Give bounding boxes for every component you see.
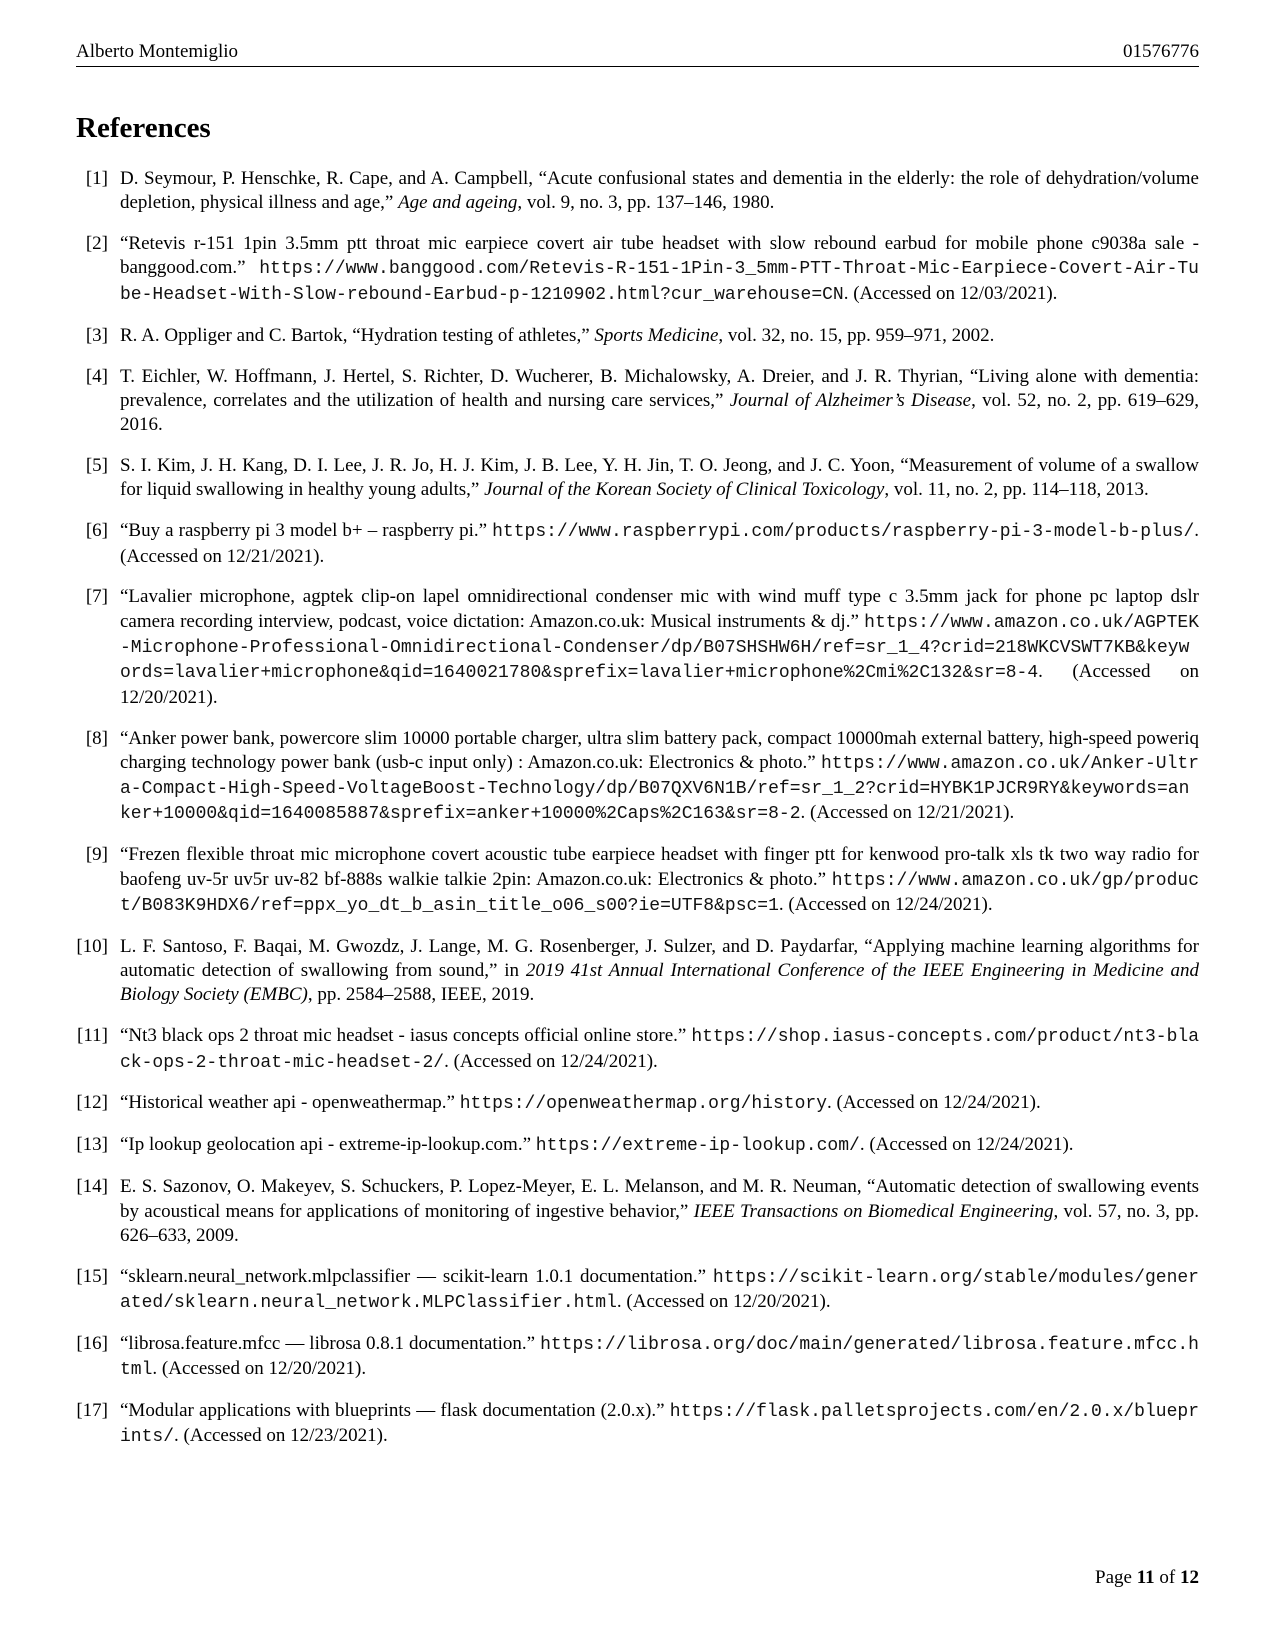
reference-item-16 bbox=[76, 1332, 1199, 1383]
reference-number: [5] bbox=[85, 455, 108, 477]
reference-number: [12] bbox=[76, 1092, 108, 1114]
reference-text: “Anker power bank, powercore slim 10000 portable charger, ultra slim battery pack, compact 10000mah external battery, high-speed poweriq charging technology power bank (usb-c input only) : Amazon.co.uk: Electronics & photo.” bbox=[120, 727, 1199, 773]
reference-text: “Ip lookup geolocation api - extreme-ip-lookup.com.” bbox=[120, 1134, 536, 1156]
reference-number: [2] bbox=[85, 233, 108, 255]
reference-text: D. Seymour, P. Henschke, R. Cape, and A. Campbell, “Acute confusional states and dementia in the elderly: the role of dehydration/volume depletion, physical illness and age,” bbox=[120, 168, 1199, 214]
footer-page-word: Page bbox=[1095, 1567, 1132, 1588]
section-title: References bbox=[76, 112, 211, 144]
reference-number: [1] bbox=[85, 168, 108, 189]
reference-details: , vol. 32, no. 15, pp. 959–971, 2002. bbox=[718, 324, 995, 346]
reference-item-17 bbox=[76, 1399, 1199, 1450]
reference-item-10 bbox=[76, 935, 1199, 1008]
reference-accessed: . (Accessed on 12/03/2021). bbox=[843, 282, 1058, 304]
reference-number: [8] bbox=[85, 727, 108, 749]
reference-url-link[interactable]: https://www.raspberrypi.com/products/raspberry-pi-3-model-b-plus/ bbox=[492, 522, 1195, 543]
header-student-id: 01576776 bbox=[1123, 41, 1199, 62]
reference-url-link[interactable]: https://www.amazon.co.uk/Anker-Ultra-Compact-High-Speed-VoltageBoost-Technology/dp/B07QXV6N1B/ref=sr_1_2?crid=HYBK1PJCR9RY&keywords=anker+10000&qid=1640085887&sprefix=anker+10000%2Caps%2C163&sr=8-2 bbox=[120, 753, 1199, 825]
reference-url-link[interactable]: https://openweathermap.org/history bbox=[459, 1094, 827, 1115]
reference-item-15 bbox=[76, 1265, 1199, 1316]
reference-item-9 bbox=[76, 843, 1199, 918]
reference-url-link[interactable]: https://www.banggood.com/Retevis-R-151-1Pin-3_5mm-PTT-Throat-Mic-Earpiece-Covert-Air-Tube-Headset-With-Slow-rebound-Earbud-p-1210902.html?cur_warehouse=CN bbox=[120, 259, 1199, 305]
reference-accessed: . (Accessed on 12/23/2021). bbox=[174, 1425, 388, 1447]
reference-url-link[interactable]: https://shop.iasus-concepts.com/product/nt3-black-ops-2-throat-mic-headset-2/ bbox=[120, 1027, 1199, 1073]
reference-accessed: . (Accessed on 12/24/2021). bbox=[778, 893, 993, 915]
reference-number: [13] bbox=[76, 1134, 108, 1156]
reference-text: “sklearn.neural_network.mlpclassifier — scikit-learn 1.0.1 documentation.” bbox=[120, 1265, 713, 1287]
reference-number: [9] bbox=[85, 844, 108, 866]
reference-details: , vol. 9, no. 3, pp. 137–146, 1980. bbox=[517, 192, 775, 214]
reference-text: “Nt3 black ops 2 throat mic headset - iasus concepts official online store.” bbox=[120, 1025, 692, 1047]
header-author: Alberto Montemiglio bbox=[76, 41, 239, 62]
reference-url-link[interactable]: https://librosa.org/doc/main/generated/librosa.feature.mfcc.html bbox=[120, 1334, 1199, 1381]
reference-url-link[interactable]: https://www.amazon.co.uk/gp/product/B083K9HDX6/ref=ppx_yo_dt_b_asin_title_o06_s00?ie=UTF8&psc=1 bbox=[120, 870, 1199, 916]
running-header bbox=[76, 40, 1199, 67]
reference-number: [16] bbox=[76, 1332, 108, 1354]
reference-details: , pp. 2584–2588, IEEE, 2019. bbox=[307, 984, 535, 1006]
reference-item-1 bbox=[76, 167, 1199, 216]
reference-text: “Frezen flexible throat mic microphone covert acoustic tube earpiece headset with finger ptt for kenwood pro-talk xls tk two way radio for baofeng uv-5r uv5r uv-82 bf-888s walkie talkie 2pin: Amazon.co.uk: Electronics & photo.” bbox=[120, 844, 1199, 890]
reference-item-6 bbox=[76, 519, 1199, 569]
reference-accessed: . (Accessed on 12/24/2021). bbox=[444, 1050, 658, 1072]
reference-item-11 bbox=[76, 1024, 1199, 1075]
reference-venue: Journal of the Korean Society of Clinical Toxicology bbox=[484, 479, 885, 501]
reference-text: “Modular applications with blueprints — flask documentation (2.0.x).” bbox=[120, 1400, 670, 1422]
page-footer bbox=[1095, 1566, 1199, 1590]
reference-number: [3] bbox=[85, 324, 108, 346]
reference-url-link[interactable]: https://flask.palletsprojects.com/en/2.0.x/blueprints/ bbox=[120, 1402, 1199, 1448]
reference-item-8 bbox=[76, 727, 1199, 827]
footer-current-page: 11 bbox=[1136, 1567, 1155, 1588]
reference-item-14 bbox=[76, 1175, 1199, 1248]
reference-number: [11] bbox=[77, 1025, 108, 1047]
reference-accessed: . (Accessed on 12/21/2021). bbox=[120, 520, 1199, 567]
reference-text: L. F. Santoso, F. Baqai, M. Gwozdz, J. Lange, M. G. Rosenberger, J. Sulzer, and D. Paydarfar, “Applying machine learning algorithms for automatic detection of swallowing from sound,” in bbox=[120, 935, 1199, 982]
reference-details: , vol. 57, no. 3, pp. 626–633, 2009. bbox=[120, 1200, 1200, 1246]
reference-text: “Lavalier microphone, agptek clip-on lapel omnidirectional condenser mic with wind muff type c 3.5mm jack for phone pc laptop dslr camera recording interview, podcast, voice dictation: Amazon.co.uk: Musical instruments & dj.” bbox=[120, 586, 1199, 632]
reference-accessed: . (Accessed on 12/20/2021). bbox=[616, 1291, 831, 1312]
reference-item-4 bbox=[76, 365, 1199, 438]
reference-details: , vol. 11, no. 2, pp. 114–118, 2013. bbox=[884, 479, 1149, 501]
reference-item-3 bbox=[76, 324, 1199, 348]
reference-number: [15] bbox=[76, 1265, 108, 1287]
reference-venue: Sports Medicine bbox=[594, 324, 719, 346]
reference-text: T. Eichler, W. Hoffmann, J. Hertel, S. Richter, D. Wucherer, B. Michalowsky, A. Dreier, and J. R. Thyrian, “Living alone with dementia: prevalence, correlates and the utilization of health and nursing care services,” bbox=[120, 365, 1199, 411]
footer-total-pages: 12 bbox=[1180, 1567, 1199, 1588]
reference-text: “Historical weather api - openweathermap.” bbox=[120, 1092, 460, 1114]
reference-text: S. I. Kim, J. H. Kang, D. I. Lee, J. R. Jo, H. J. Kim, J. B. Lee, Y. H. Jin, T. O. Jeong, and J. C. Yoon, “Measurement of volume of a swallow for liquid swallowing in healthy young adults,” bbox=[120, 455, 1199, 501]
reference-item-2 bbox=[76, 232, 1199, 307]
reference-venue: Age and ageing bbox=[398, 192, 518, 214]
reference-text: E. S. Sazonov, O. Makeyev, S. Schuckers, P. Lopez-Meyer, E. L. Melanson, and M. R. Neuman, “Automatic detection of swallowing events by acoustical means for applications of monitoring of ingestive behavior,” bbox=[120, 1176, 1199, 1222]
reference-venue: IEEE Transactions on Biomedical Engineering bbox=[693, 1200, 1054, 1222]
reference-text: “librosa.feature.mfcc — librosa 0.8.1 documentation.” bbox=[120, 1332, 541, 1354]
reference-venue: 2019 41st Annual International Conference of the IEEE Engineering in Medicine and Biology Society (EMBC) bbox=[120, 960, 1199, 1006]
reference-url-link[interactable]: https://www.amazon.co.uk/AGPTEK-Microphone-Professional-Omnidirectional-Condenser/dp/B07SHSHW6H/ref=sr_1_4?crid=218WKCVSWT7KB&keywords=lavalier+microphone&qid=1640021780&sprefix=lavalier+microphone%2Cmi%2C132&sr=8-4 bbox=[120, 612, 1199, 684]
reference-url-link[interactable]: https://extreme-ip-lookup.com/ bbox=[535, 1136, 860, 1157]
reference-accessed: . (Accessed on 12/21/2021). bbox=[800, 802, 1015, 824]
reference-url-link[interactable]: https://scikit-learn.org/stable/modules/generated/sklearn.neural_network.MLPClassifier.html bbox=[120, 1267, 1199, 1313]
reference-number: [7] bbox=[85, 586, 108, 608]
reference-number: [14] bbox=[76, 1176, 108, 1198]
reference-item-13 bbox=[76, 1133, 1199, 1158]
reference-number: [6] bbox=[85, 520, 108, 542]
reference-text: R. A. Oppliger and C. Bartok, “Hydration testing of athletes,” bbox=[120, 324, 595, 346]
reference-text: “Retevis r-151 1pin 3.5mm ptt throat mic earpiece covert air tube headset with slow rebound earbud for mobile phone c9038a sale - banggood.com.” bbox=[120, 233, 1199, 279]
reference-list bbox=[76, 167, 1199, 1466]
reference-details: , vol. 52, no. 2, pp. 619–629, 2016. bbox=[120, 389, 1199, 436]
reference-text: “Buy a raspberry pi 3 model b+ – raspberry pi.” bbox=[120, 520, 493, 542]
reference-number: [10] bbox=[76, 935, 108, 957]
reference-number: [4] bbox=[85, 365, 108, 387]
reference-item-7 bbox=[76, 585, 1199, 709]
reference-number: [17] bbox=[76, 1400, 108, 1422]
footer-of-word: of bbox=[1159, 1567, 1176, 1588]
reference-venue: Journal of Alzheimer’s Disease bbox=[729, 389, 972, 411]
reference-accessed: . (Accessed on 12/20/2021). bbox=[120, 661, 1199, 708]
reference-accessed: . (Accessed on 12/20/2021). bbox=[152, 1358, 367, 1380]
reference-item-12 bbox=[76, 1091, 1199, 1116]
reference-accessed: . (Accessed on 12/24/2021). bbox=[827, 1092, 1041, 1114]
reference-accessed: . (Accessed on 12/24/2021). bbox=[859, 1134, 1074, 1156]
reference-item-5 bbox=[76, 454, 1199, 503]
